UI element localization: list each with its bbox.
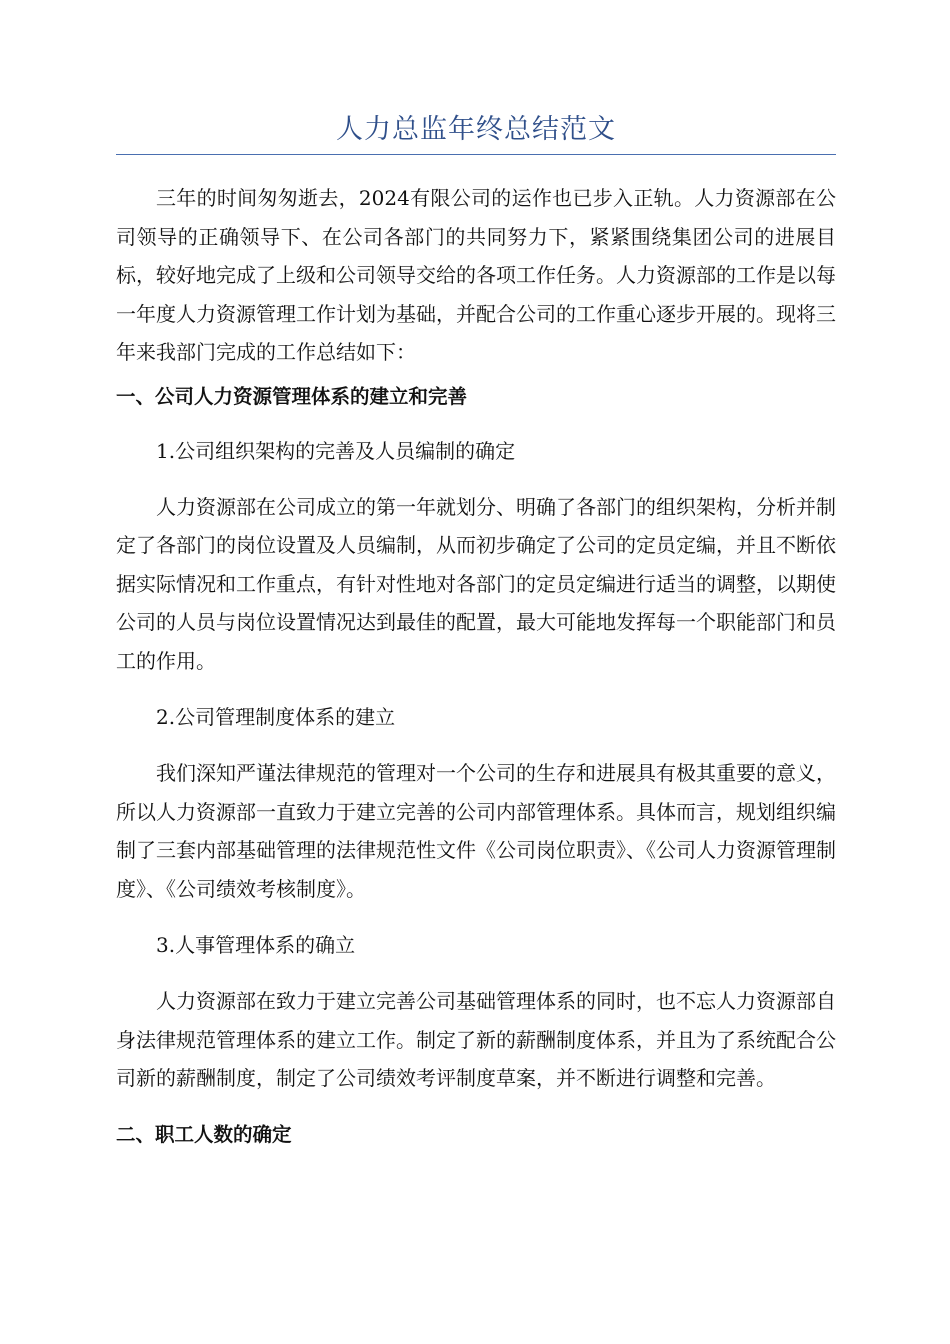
subsection-heading: 2.公司管理制度体系的建立 [156,705,396,729]
subsection-heading: 3.人事管理体系的确立 [156,933,356,957]
body-paragraph: 人力资源部在公司成立的第一年就划分、明确了各部门的组织架构，分析并制定了各部门的岗位设置及人员编制，从而初步确定了公司的定员定编，并且不断依据实际情况和工作重点，有针对性地对各部门的定员定编进行适当的调整，以期使公司的人员与岗位设置情况达到最佳的配置，最大可能地发挥每一个职能部门和员工的作用。 [116,494,836,673]
document-page [116,110,836,1170]
subsection-heading: 1.公司组织架构的完善及人员编制的确定 [156,438,516,463]
section-heading: 一、公司人力资源管理体系的建立和完善 [116,384,468,408]
body-paragraph: 我们深知严谨法律规范的管理对一个公司的生存和进展具有极其重要的意义，所以人力资源部一直致力于建立完善的公司内部管理体系。具体而言，规划组织编制了三套内部基础管理的法律规范性文件《公司岗位职责》、《公司人力资源管理制度》、《公司绩效考核制度》。 [116,761,836,901]
body-paragraph: 人力资源部在致力于建立完善公司基础管理体系的同时，也不忘人力资源部自身法律规范管理体系的建立工作。制定了新的薪酬制度体系，并且为了系统配合公司新的薪酬制度，制定了公司绩效考评制度草案，并不断进行调整和完善。 [116,989,836,1090]
title-divider [116,154,836,155]
intro-paragraph: 三年的时间匆匆逝去，2024有限公司的运作也已步入正轨。人力资源部在公司领导的正确领导下、在公司各部门的共同努力下，紧紧围绕集团公司的进展目标，较好地完成了上级和公司领导交给的各项工作任务。人力资源部的工作是以每一年度人力资源管理工作计划为基础，并配合公司的工作重心逐步开展的。现将三年来我部门完成的工作总结如下： [116,186,836,364]
document-title: 人力总监年终总结范文 [336,114,616,145]
section-heading: 二、职工人数的确定 [116,1122,292,1146]
